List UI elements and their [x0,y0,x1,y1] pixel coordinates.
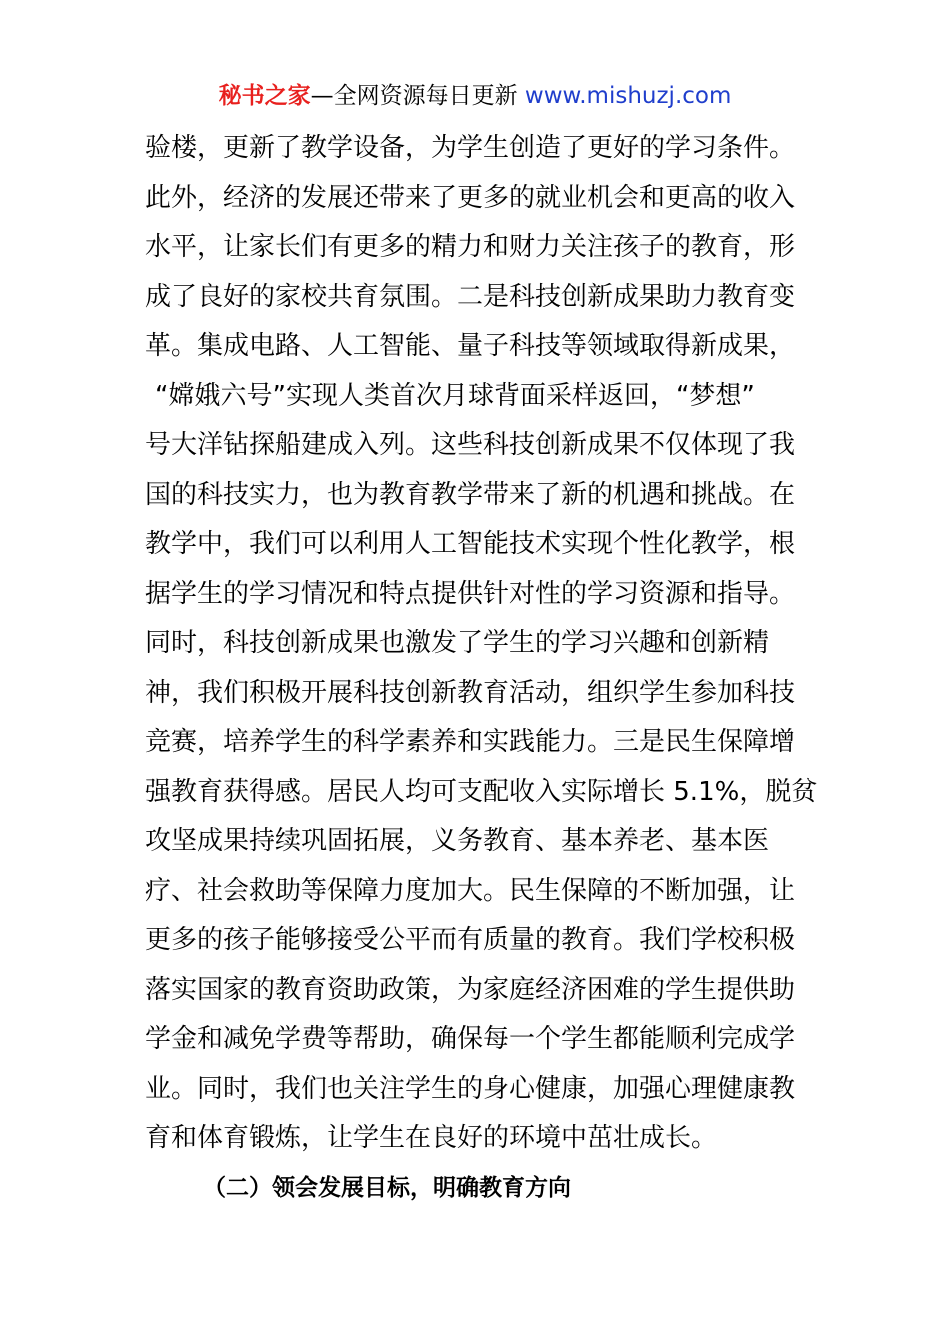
text-line: 据学生的学习情况和特点提供针对性的学习资源和指导。 [145,578,796,609]
text-line: 疗、社会救助等保障力度加大。民生保障的不断加强，让 [145,875,796,906]
text-line: 此外，经济的发展还带来了更多的就业机会和更高的收入 [145,182,796,213]
text-line: 业。同时，我们也关注学生的身心健康，加强心理健康教 [145,1073,796,1104]
site-url-link[interactable]: www.mishuzj.com [524,83,732,109]
text-line: 号大洋钻探船建成入列。这些科技创新成果不仅体现了我 [145,430,796,460]
text-line: 同时，科技创新成果也激发了学生的学习兴趣和创新精 [145,628,770,658]
text-line: 神，我们积极开展科技创新教育活动，组织学生参加科技 [145,677,796,708]
text-line: 水平，让家长们有更多的精力和财力关注孩子的教育，形 [145,232,796,262]
text-line: 教学中，我们可以利用人工智能技术实现个性化教学，根 [145,529,796,559]
text-line: 育和体育锻炼，让学生在良好的环境中茁壮成长。 [145,1123,718,1153]
header-tagline: —全网资源每日更新 [310,83,518,109]
section-heading: （二）领会发展目标，明确教育方向 [203,1175,571,1201]
text-line: “嫦娥六号”实现人类首次月球背面采样返回，“梦想” [155,380,755,411]
text-line: 强教育获得感。居民人均可支配收入实际增长 5.1%，脱贫 [145,776,818,807]
text-line: 国的科技实力，也为教育教学带来了新的机遇和挑战。在 [145,479,796,510]
text-line: 落实国家的教育资助政策，为家庭经济困难的学生提供助 [145,974,796,1005]
text-line: 攻坚成果持续巩固拓展，义务教育、基本养老、基本医 [145,826,770,856]
text-line: 革。集成电路、人工智能、量子科技等领域取得新成果， [145,331,796,361]
text-line: 成了良好的家校共育氛围。二是科技创新成果助力教育变 [145,281,796,312]
text-line: 竞赛，培养学生的科学素养和实践能力。三是民生保障增 [145,727,796,757]
page-header [0,80,950,112]
text-line: 学金和减免学费等帮助，确保每一个学生都能顺利完成学 [145,1024,796,1054]
text-line: 验楼，更新了教学设备，为学生创造了更好的学习条件。 [145,133,796,163]
body-paragraph [145,124,818,1164]
text-line: 更多的孩子能够接受公平而有质量的教育。我们学校积极 [145,925,796,955]
brand-name: 秘书之家 [218,83,311,109]
